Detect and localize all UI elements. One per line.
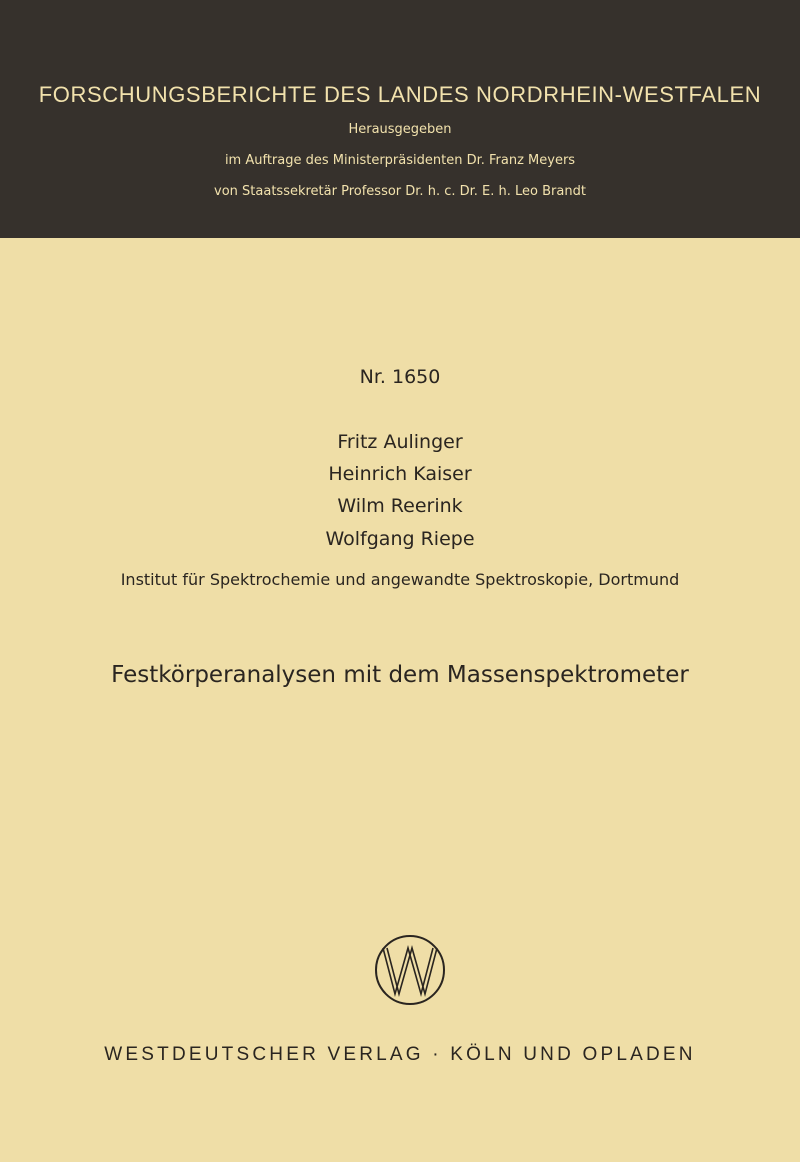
- author: Wolfgang Riepe: [325, 528, 475, 550]
- publisher-name: WESTDEUTSCHER VERLAG · KÖLN UND OPLADEN: [104, 1044, 696, 1065]
- author: Wilm Reerink: [337, 495, 463, 517]
- author: Heinrich Kaiser: [328, 463, 472, 485]
- book-title: Festkörperanalysen mit dem Massenspektrometer: [111, 662, 689, 688]
- header-band: [0, 0, 800, 238]
- editor-line: von Staatssekretär Professor Dr. h. c. Dr. E. h. Leo Brandt: [214, 184, 586, 199]
- editor-line: im Auftrage des Ministerpräsidenten Dr. Franz Meyers: [224, 153, 576, 168]
- editor-line: Herausgegeben: [348, 122, 452, 137]
- series-title: FORSCHUNGSBERICHTE DES LANDES NORDRHEIN-WESTFALEN: [38, 82, 762, 107]
- institute: Institut für Spektrochemie und angewandte Spektroskopie, Dortmund: [120, 570, 680, 589]
- report-number: Nr. 1650: [359, 366, 441, 388]
- author: Fritz Aulinger: [337, 431, 463, 453]
- publisher-logo-icon: [374, 934, 446, 1006]
